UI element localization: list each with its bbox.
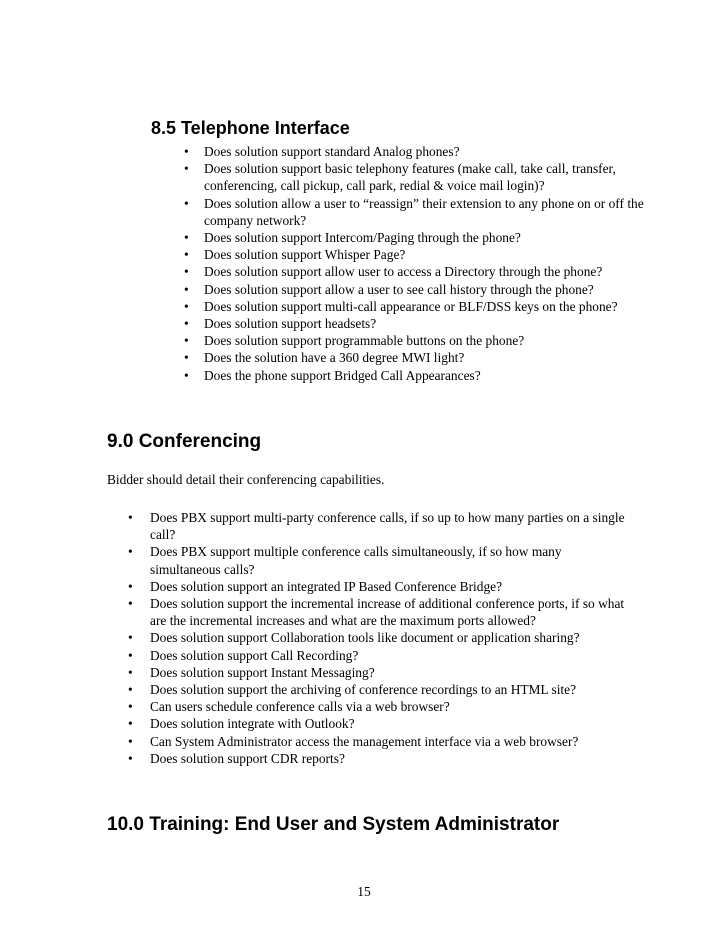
bullet-icon: • [184, 230, 189, 246]
telephone-interface-list [184, 143, 644, 384]
bullet-icon: • [184, 264, 189, 280]
bullet-icon: • [184, 195, 189, 211]
list-item: • Does solution support Instant Messaging? [128, 664, 375, 680]
bullet-icon: • [128, 699, 133, 715]
bullet-icon: • [128, 647, 133, 663]
list-item: • Does solution support Whisper Page? [184, 247, 406, 263]
bullet-icon: • [128, 578, 133, 594]
page-number: 15 [357, 884, 371, 899]
list-item: • Does solution support the incremental increase of additional conference ports, if so what are the incremental increases and what are the maximum ports allowed? [128, 596, 625, 629]
bullet-icon: • [184, 144, 189, 159]
list-item: • Does solution support Call Recording? [128, 647, 359, 663]
list-item: • Does solution support the archiving of conference recordings to an HTML site? [128, 682, 577, 698]
list-item: • Does PBX support multi-party conference calls, if so up to how many parties on a single call? [128, 510, 625, 543]
bullet-icon: • [184, 316, 189, 332]
list-item: • Does the solution have a 360 degree MWI light? [184, 350, 465, 366]
section-8-5-heading: 8.5 Telephone Interface [151, 118, 350, 138]
list-item: • Does solution support headsets? [184, 316, 377, 332]
list-item: • Does solution allow a user to “reassign” their extension to any phone on or off the company network? [184, 195, 644, 228]
bullet-icon: • [128, 733, 133, 749]
list-item: • Does solution support Intercom/Paging through the phone? [184, 230, 521, 246]
bullet-icon: • [184, 350, 189, 366]
list-item: • Does solution support programmable buttons on the phone? [184, 333, 525, 349]
list-item: • Does solution support CDR reports? [128, 750, 345, 766]
list-item: • Does PBX support multiple conference calls simultaneously, if so how many simultaneous calls? [128, 544, 562, 577]
list-item: • Does solution support allow a user to see call history through the phone? [184, 281, 594, 297]
conferencing-list [128, 509, 628, 767]
bullet-icon: • [184, 247, 189, 263]
list-item: • Does solution support basic telephony features (make call, take call, transfer, conferencing, call pickup, call park, redial & voice mail login)? [184, 161, 616, 194]
bullet-icon: • [184, 281, 189, 297]
bullet-icon: • [184, 161, 189, 177]
conferencing-intro: Bidder should detail their conferencing capabilities. [107, 472, 385, 487]
bullet-icon: • [128, 750, 133, 766]
bullet-icon: • [184, 298, 189, 314]
list-item: • Does solution support multi-call appearance or BLF/DSS keys on the phone? [184, 298, 618, 314]
bullet-icon: • [128, 664, 133, 680]
list-item: • Can System Administrator access the management interface via a web browser? [128, 733, 579, 749]
list-item: • Does solution integrate with Outlook? [128, 716, 355, 732]
list-item: • Does solution support standard Analog phones? [184, 144, 460, 159]
bullet-icon: • [184, 367, 189, 383]
list-item: • Can users schedule conference calls via a web browser? [128, 699, 450, 715]
bullet-icon: • [128, 544, 133, 560]
list-item: • Does the phone support Bridged Call Appearances? [184, 367, 481, 383]
list-item: • Does solution support an integrated IP Based Conference Bridge? [128, 578, 503, 594]
bullet-icon: • [128, 630, 133, 646]
bullet-icon: • [128, 510, 133, 525]
bullet-icon: • [128, 716, 133, 732]
section-9-0-heading: 9.0 Conferencing [107, 431, 262, 452]
list-item: • Does solution support Collaboration tools like document or application sharing? [128, 630, 580, 646]
list-item: • Does solution support allow user to access a Directory through the phone? [184, 264, 603, 280]
bullet-icon: • [128, 596, 133, 612]
bullet-icon: • [128, 682, 133, 698]
section-10-0-heading: 10.0 Training: End User and System Administrator [107, 814, 560, 835]
bullet-icon: • [184, 333, 189, 349]
